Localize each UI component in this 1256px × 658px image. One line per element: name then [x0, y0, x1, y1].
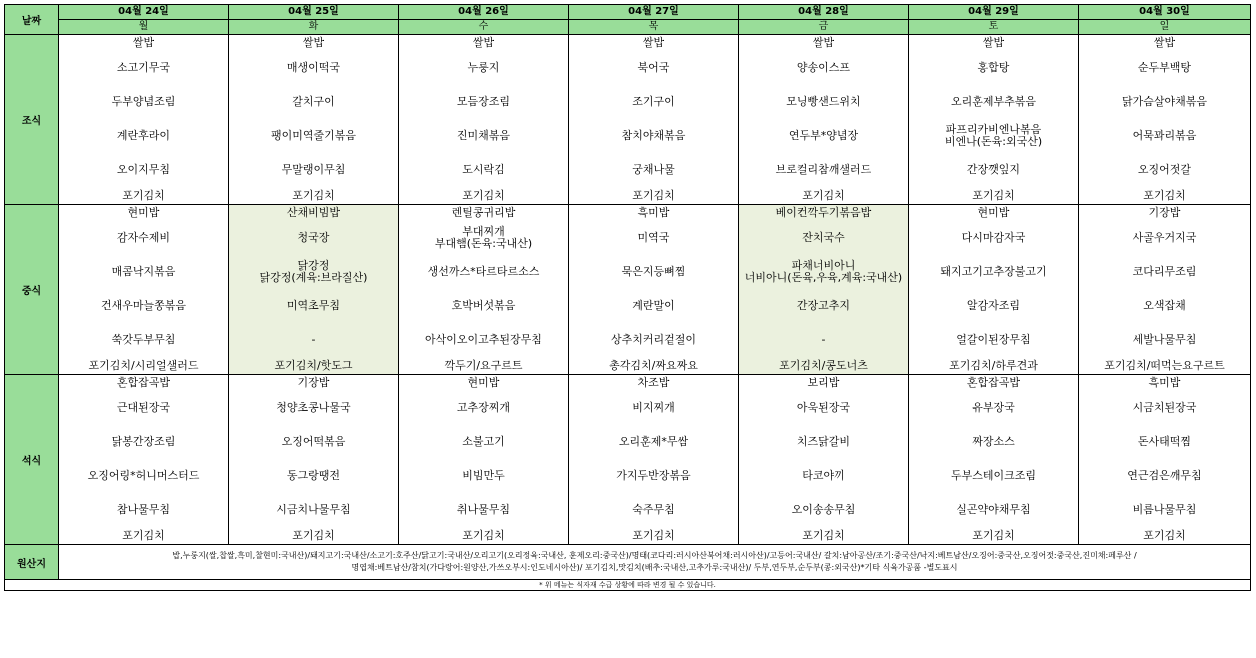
menu-item: 총각김치/짜요짜요 [609, 358, 698, 372]
menu-item: 렌틸콩귀리밥 [451, 206, 516, 219]
day-menu-cell [909, 375, 1079, 545]
day-menu-cell [59, 375, 229, 545]
menu-item: 포기김치 [1143, 188, 1186, 202]
menu-item: 포기김치 [292, 188, 335, 202]
menu-item: 무말랭이무침 [281, 163, 346, 176]
menu-item [399, 221, 568, 255]
menu-item: 아삭이오이고추된장무침 [425, 333, 542, 346]
day-menu-cell [1079, 35, 1251, 205]
menu-item: 계란말이 [632, 299, 675, 312]
menu-item: 포기김치 [292, 528, 335, 542]
menu-item: 오이송송무침 [791, 503, 856, 516]
day-menu-cell [229, 205, 399, 375]
menu-item-multiline [745, 260, 902, 284]
menu-item: 모닝빵샌드위치 [786, 95, 861, 108]
menu-item: 베이컨깍두기볶음밥 [775, 206, 872, 219]
menu-item: 고추장찌개 [456, 401, 511, 414]
menu-item: 호박버섯볶음 [451, 299, 516, 312]
weekday-header: 토 [909, 20, 1079, 35]
menu-item: 소불고기 [462, 435, 505, 448]
menu-item: 쑥갓두부무침 [111, 333, 176, 346]
menu-item: 오리훈제*무쌈 [618, 435, 689, 448]
menu-item: 북어국 [637, 61, 670, 74]
menu-item: 어묵꽈리볶음 [1132, 129, 1197, 142]
menu-item: 다시마감자국 [961, 231, 1026, 244]
menu-item: 소고기무국 [116, 61, 171, 74]
menu-item: 계란후라이 [116, 129, 171, 142]
origin-line: 명엽채:베트남산/참치(가다랑어:원양산,가쓰오부시:인도네시아산)/ 포기김치,맛김치(배추:국내산,고추가루:국내산)/ 두부,연두부,순두부(콩:외국산)*기타 식육가공품 -별도표시 [351, 563, 958, 572]
menu-item: 보리밥 [807, 376, 840, 389]
menu-item: 치즈닭갈비 [796, 435, 851, 448]
menu-item: 참치야채볶음 [621, 129, 686, 142]
menu-item: 현미밥 [127, 206, 160, 219]
menu-item: 오징어떡볶음 [281, 435, 346, 448]
date-header: 04월 26일 [399, 5, 569, 20]
menu-item: 타코야끼 [802, 469, 845, 482]
menu-item: 포기김치 [632, 188, 675, 202]
menu-item [229, 255, 398, 289]
menu-item: 포기김치 [972, 528, 1015, 542]
menu-item: 비름나물무침 [1132, 503, 1197, 516]
meal-label: 조식 [5, 35, 59, 205]
menu-item: 참나물무침 [116, 503, 171, 516]
day-menu-cell [569, 205, 739, 375]
day-menu-cell [569, 375, 739, 545]
menu-item: 포기김치 [802, 528, 845, 542]
menu-item: 순두부백탕 [1137, 61, 1192, 74]
menu-item-line: 닭강정 [297, 259, 330, 272]
menu-item-line: 파프리카비엔나볶음 [945, 123, 1042, 136]
menu-item: 세발나물무침 [1132, 333, 1197, 346]
menu-item-line: 닭강정(계육:브라질산) [259, 271, 368, 284]
menu-item: 포기김치 [632, 528, 675, 542]
menu-item: 포기김치 [122, 528, 165, 542]
menu-item: 포기김치 [462, 188, 505, 202]
menu-item: 혼합잡곡밥 [116, 376, 171, 389]
menu-item: 미역초무침 [286, 299, 341, 312]
date-header: 04월 28일 [739, 5, 909, 20]
menu-item: 쌀밥 [132, 36, 155, 49]
date-header: 04월 27일 [569, 5, 739, 20]
menu-item: 유부장국 [972, 401, 1015, 414]
menu-item: 포기김치/하루견과 [949, 358, 1038, 372]
date-header: 04월 25일 [229, 5, 399, 20]
menu-item: 돼지고기고추장불고기 [940, 265, 1047, 278]
weekday-header: 일 [1079, 20, 1251, 35]
menu-item-line: 너비아니(돈육,우육,계육:국내산) [744, 271, 903, 284]
menu-item: 포기김치/핫도그 [274, 358, 353, 372]
menu-item: 오이지무침 [116, 163, 171, 176]
menu-item: 생선까스*타르타르소스 [427, 265, 540, 278]
meal-row [5, 375, 1251, 545]
menu-item: 포기김치/콩도너츠 [779, 358, 868, 372]
day-menu-cell [399, 205, 569, 375]
weekday-header: 월 [59, 20, 229, 35]
meal-label: 중식 [5, 205, 59, 375]
menu-item-multiline [945, 124, 1042, 148]
menu-item: 포기김치 [972, 188, 1015, 202]
menu-item: 코다리무조림 [1132, 265, 1197, 278]
menu-item: 차조밥 [637, 376, 670, 389]
menu-item: 진미채볶음 [456, 129, 511, 142]
menu-item: 가지두반장볶음 [616, 469, 691, 482]
menu-item [739, 255, 908, 289]
menu-item: 연근검은깨무침 [1127, 469, 1202, 482]
menu-item: 포기김치/떠먹는요구르트 [1104, 358, 1225, 372]
menu-item: 포기김치/시리얼샐러드 [88, 358, 199, 372]
menu-item: 오리훈제부추볶음 [950, 95, 1036, 108]
menu-item-line: 비엔나(돈육:외국산) [944, 135, 1043, 148]
menu-item: 시금치된장국 [1132, 401, 1197, 414]
menu-item: 청국장 [297, 231, 330, 244]
meal-row [5, 35, 1251, 205]
menu-item-line: 부대햄(돈육:국내산) [434, 237, 533, 250]
menu-item: 혼합잡곡밥 [966, 376, 1021, 389]
day-menu-cell [569, 35, 739, 205]
menu-item: 닭봉간장조림 [111, 435, 176, 448]
menu-item: 아욱된장국 [796, 401, 851, 414]
menu-item: 알감자조림 [966, 299, 1021, 312]
menu-item: 모듬장조림 [456, 95, 511, 108]
menu-item: 닭가슴살야채볶음 [1121, 95, 1207, 108]
menu-item: 궁채나물 [632, 163, 675, 176]
day-menu-cell [739, 35, 909, 205]
day-menu-cell [399, 375, 569, 545]
menu-item: 동그랑땡전 [286, 469, 341, 482]
menu-change-note: * 위 메뉴는 식자재 수급 상황에 따라 변경 될 수 있습니다. [5, 580, 1251, 591]
menu-item: 양송이스프 [796, 61, 851, 74]
menu-item: 돈사태떡찜 [1137, 435, 1192, 448]
menu-item-line: 파채너비아니 [791, 259, 856, 272]
day-menu-cell [399, 35, 569, 205]
menu-item: 브로컬리참깨샐러드 [775, 163, 872, 176]
date-header: 04월 30일 [1079, 5, 1251, 20]
menu-item: 오징어링*허니머스터드 [87, 469, 200, 482]
menu-item: 쌀밥 [472, 36, 495, 49]
menu-item: 현미밥 [977, 206, 1010, 219]
menu-item: 포기김치 [122, 188, 165, 202]
day-menu-cell [229, 375, 399, 545]
menu-item: 깍두기/요구르트 [444, 358, 523, 372]
meal-label: 석식 [5, 375, 59, 545]
menu-item: 묵은지등뼈찜 [621, 265, 686, 278]
menu-item: 기장밥 [297, 376, 330, 389]
menu-item-line: 부대찌개 [462, 225, 505, 238]
origin-text [59, 545, 1251, 580]
menu-item: 간장고추지 [796, 299, 851, 312]
menu-item: 조기구이 [632, 95, 675, 108]
menu-item: 매콤낙지볶음 [111, 265, 176, 278]
menu-item: 시금치나물무침 [276, 503, 351, 516]
day-menu-cell [59, 205, 229, 375]
menu-item: 갈치구이 [292, 95, 335, 108]
menu-item [909, 119, 1078, 153]
menu-item: 숙주무침 [632, 503, 675, 516]
menu-item: 쌀밥 [302, 36, 325, 49]
menu-item: 근대된장국 [116, 401, 171, 414]
menu-item: 얼갈이된장무침 [956, 333, 1031, 346]
weekday-header: 수 [399, 20, 569, 35]
weekday-header: 금 [739, 20, 909, 35]
menu-item: 미역국 [637, 231, 670, 244]
menu-item: 청양초콩나물국 [276, 401, 351, 414]
menu-item: 누룽지 [467, 61, 500, 74]
origin-line: 밥,누룽지(쌀,찹쌀,흑미,찰현미:국내산)/돼지고기:국내산/소고기:호주산/닭고기:국내산/오리고기(오리정육:국내산, 훈제오리:중국산)/명태(코다리:러시아산북어채:러시아산)/고등어:국내산/ 갈치:남아공산/조기:중국산/낙지:베트남산/오징어:중국산,오징어젓:중국산,진미채:페루산 / [172, 551, 1137, 560]
menu-item: 취나물무침 [456, 503, 511, 516]
date-header: 04월 29일 [909, 5, 1079, 20]
day-menu-cell [229, 35, 399, 205]
menu-item-multiline [435, 226, 532, 250]
menu-item: 도시락김 [462, 163, 505, 176]
menu-item: 기장밥 [1148, 206, 1181, 219]
menu-item: 흑미밥 [1148, 376, 1181, 389]
menu-item-multiline [260, 260, 368, 284]
origin-label: 원산지 [5, 545, 59, 580]
menu-item: 쌀밥 [642, 36, 665, 49]
menu-item: 건새우마늘쫑볶음 [100, 299, 186, 312]
menu-item: 팽이미역줄기볶음 [270, 129, 356, 142]
menu-item: - [311, 333, 316, 346]
weekday-header: 화 [229, 20, 399, 35]
menu-item: 오색잡채 [1143, 299, 1186, 312]
weekday-header: 목 [569, 20, 739, 35]
menu-item: 연두부*양념장 [788, 129, 859, 142]
menu-item: 두부스테이크조림 [950, 469, 1036, 482]
menu-item: 실곤약야채무침 [956, 503, 1031, 516]
menu-item: 쌀밥 [982, 36, 1005, 49]
menu-item: 사골우거지국 [1132, 231, 1197, 244]
menu-item: 상추치커리겉절이 [610, 333, 696, 346]
menu-item: 쌀밥 [1153, 36, 1176, 49]
day-menu-cell [1079, 375, 1251, 545]
menu-item: 잔치국수 [802, 231, 845, 244]
weekly-menu-table [4, 4, 1251, 591]
menu-item: 간장깻잎지 [966, 163, 1021, 176]
day-menu-cell [909, 205, 1079, 375]
meal-row [5, 205, 1251, 375]
date-header-label: 날짜 [5, 5, 59, 35]
menu-item: 감자수제비 [116, 231, 171, 244]
menu-item: 쌀밥 [812, 36, 835, 49]
menu-item: 현미밥 [467, 376, 500, 389]
menu-item: 포기김치 [1143, 528, 1186, 542]
menu-item: 포기김치 [462, 528, 505, 542]
menu-item: 산채비빔밥 [286, 206, 341, 219]
menu-item: 두부양념조림 [111, 95, 176, 108]
menu-item: 짜장소스 [972, 435, 1015, 448]
day-menu-cell [739, 205, 909, 375]
menu-item: 홍합탕 [977, 61, 1010, 74]
menu-item: 비빔만두 [462, 469, 505, 482]
day-menu-cell [59, 35, 229, 205]
day-menu-cell [739, 375, 909, 545]
day-menu-cell [909, 35, 1079, 205]
date-header: 04월 24일 [59, 5, 229, 20]
menu-item: 흑미밥 [637, 206, 670, 219]
day-menu-cell [1079, 205, 1251, 375]
menu-item: - [821, 333, 826, 346]
menu-item: 비지찌개 [632, 401, 675, 414]
menu-item: 매생이떡국 [286, 61, 341, 74]
menu-item: 포기김치 [802, 188, 845, 202]
menu-item: 오징어젓갈 [1137, 163, 1192, 176]
